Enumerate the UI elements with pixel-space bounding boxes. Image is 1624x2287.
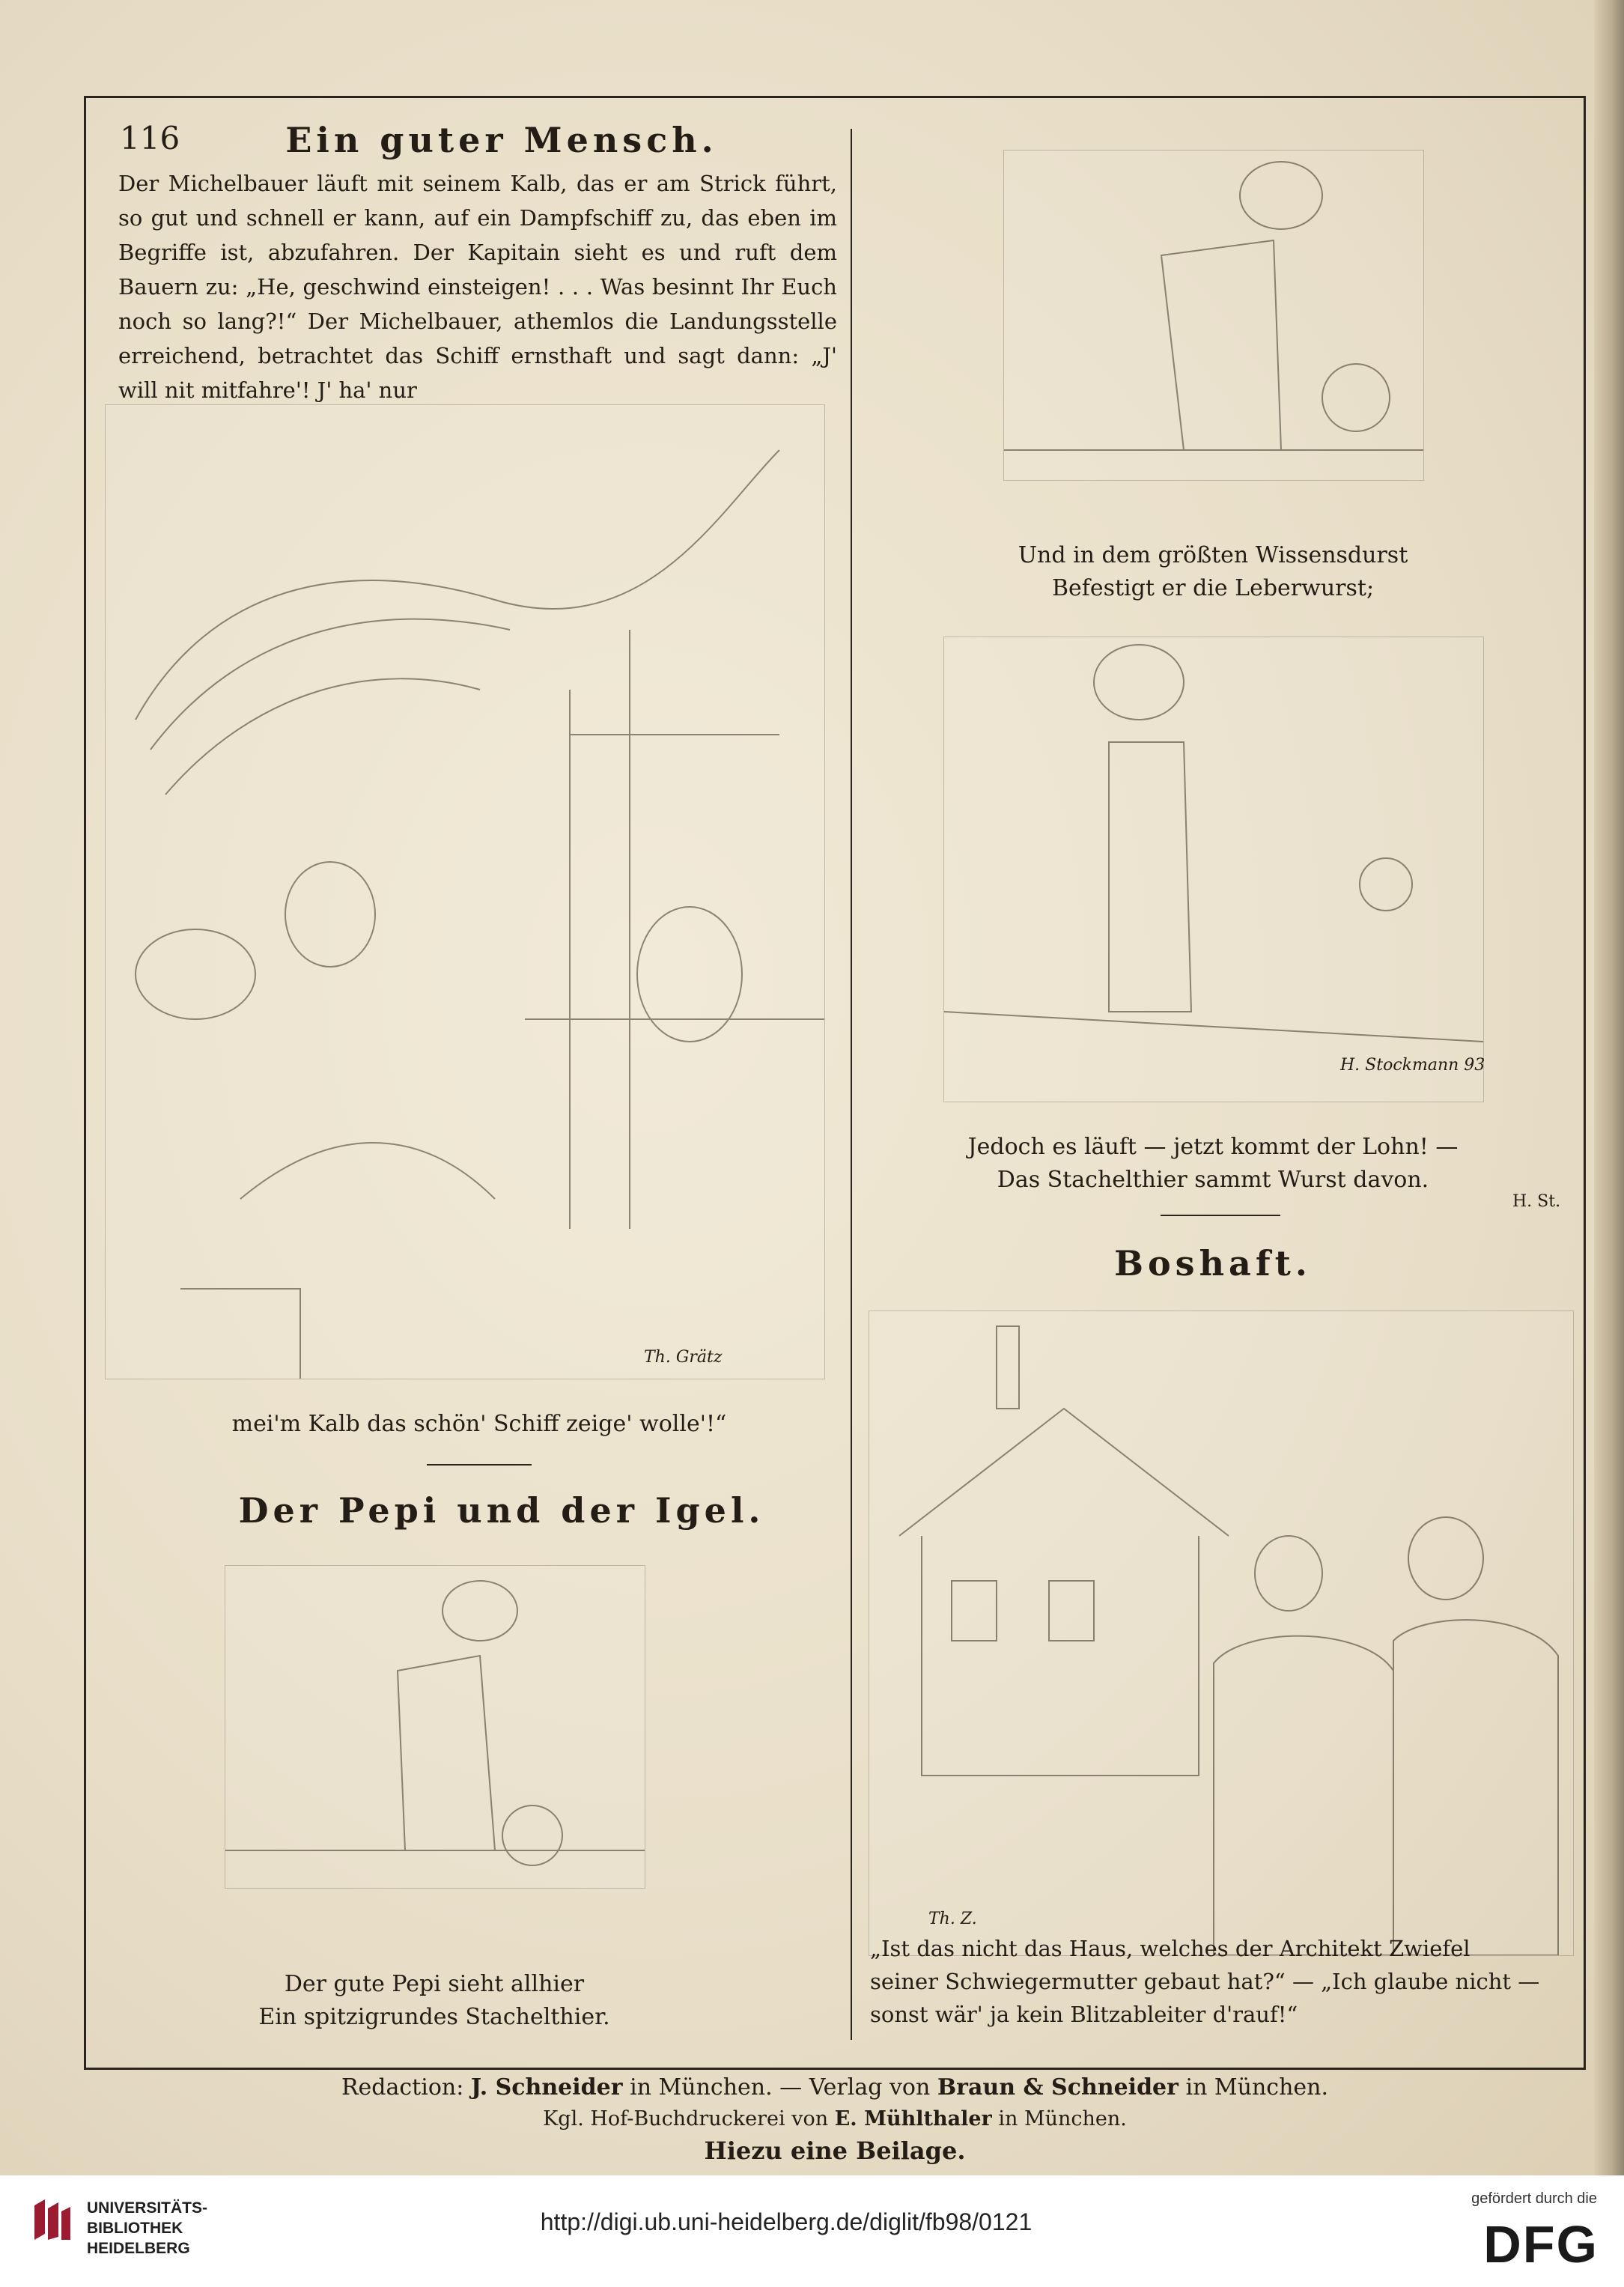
story-title-ein-guter-mensch: Ein guter Mensch. <box>285 120 718 160</box>
verse-pepi-3 <box>943 1131 1482 1197</box>
verse-pepi-2 <box>943 539 1482 605</box>
verse-pepi-1 <box>225 1968 644 2034</box>
verse-pepi-2-line-1: Und in dem größten Wissensdurst <box>1018 542 1408 568</box>
caption-boshaft-line-3: sonst wär' ja kein Blitzableiter d'rauf!“ <box>870 2002 1298 2027</box>
caption-boshaft <box>870 1932 1574 2031</box>
illustration-pepi-hedgehog-3 <box>943 637 1484 1102</box>
signature-grätz: Th. Grätz <box>644 1348 723 1367</box>
funding-note: gefördert durch die <box>1471 2190 1597 2207</box>
dfg-logo[interactable]: DFG <box>1483 2215 1599 2274</box>
imprint-redaction-label: Redaction: <box>341 2074 464 2101</box>
library-name-line-1: UNIVERSITÄTS- <box>87 2199 208 2217</box>
imprint-publisher-city: in München. <box>1185 2074 1329 2101</box>
story-title-pepi-igel: Der Pepi und der Igel. <box>238 1490 765 1531</box>
university-library-logo-icon[interactable] <box>31 2198 72 2243</box>
imprint-printer: E. Mühlthaler <box>834 2107 992 2130</box>
verse-pepi-1-line-2: Ein spitzigrundes Stachelthier. <box>258 2004 610 2030</box>
library-name-line-3: HEIDELBERG <box>87 2240 190 2257</box>
illustration-steamboat-farmer-calf <box>105 404 825 1379</box>
verse-pepi-3-line-2: Das Stachelthier sammt Wurst davon. <box>997 1167 1429 1193</box>
library-name-line-2: BIBLIOTHEK <box>87 2220 183 2237</box>
imprint-publisher: Braun & Schneider <box>937 2074 1179 2101</box>
imprint-line-1 <box>84 2073 1586 2103</box>
initials-h-st: H. St. <box>1512 1192 1561 1211</box>
column-divider <box>851 129 852 2040</box>
illustration-house-two-men <box>869 1310 1574 1956</box>
verse-pepi-3-line-1: Jedoch es läuft — jetzt kommt der Lohn! — <box>967 1134 1459 1160</box>
page-spine-shadow <box>1594 0 1624 2175</box>
illustration-pepi-hedgehog-1 <box>225 1565 645 1889</box>
signature-th-z: Th. Z. <box>928 1910 977 1928</box>
permalink-url[interactable]: http://digi.ub.uni-heidelberg.de/diglit/fb98/0121 <box>540 2208 1033 2235</box>
page-number: 116 <box>120 120 180 157</box>
supplement-note: Hiezu eine Beilage. <box>704 2136 966 2165</box>
signature-stockmann: H. Stockmann 93 <box>1340 1056 1485 1075</box>
section-rule <box>427 1464 532 1466</box>
imprint-publisher-prefix: in München. — Verlag von <box>630 2074 931 2101</box>
section-rule <box>1161 1215 1280 1216</box>
university-library-name[interactable] <box>87 2198 207 2259</box>
imprint-printer-city: in München. <box>998 2107 1127 2130</box>
story-text-ein-guter-mensch: Der Michelbauer läuft mit seinem Kalb, das er am Strick führt, so gut und schnell er kann, auf ein Dampfschiff zu, das eben im Begriffe ist, abzufahren. Der Kapitain sieht es und ruft dem Bauern zu: „He, geschwind einsteigen! . . . Was besinnt Ihr Euch noch so lang?!“ Der Michelbauer, athemlos die Landungsstelle erreichend, betrachtet das Schiff ernsthaft und sagt dann: „J' will nit mitfahre'! J' ha' nur <box>118 171 837 403</box>
illustration-pepi-hedgehog-2 <box>1003 150 1424 481</box>
caption-boshaft-line-2: seiner Schwiegermutter gebaut hat?“ — „Ich glaube nicht — <box>870 1969 1540 1994</box>
verse-pepi-2-line-2: Befestigt er die Leberwurst; <box>1051 575 1375 601</box>
digital-library-bar <box>0 2175 1624 2287</box>
imprint-editor: J. Schneider <box>470 2074 623 2101</box>
imprint-line-2 <box>84 2104 1586 2134</box>
verse-pepi-1-line-1: Der gute Pepi sieht allhier <box>284 1971 585 1997</box>
imprint-printer-prefix: Kgl. Hof-Buchdruckerei von <box>543 2107 829 2130</box>
caption-ein-guter-mensch: mei'm Kalb das schön' Schiff zeige' wolle'!“ <box>231 1411 727 1437</box>
caption-boshaft-line-1: „Ist das nicht das Haus, welches der Architekt Zwiefel <box>870 1936 1471 1961</box>
story-title-boshaft: Boshaft. <box>1114 1243 1312 1284</box>
